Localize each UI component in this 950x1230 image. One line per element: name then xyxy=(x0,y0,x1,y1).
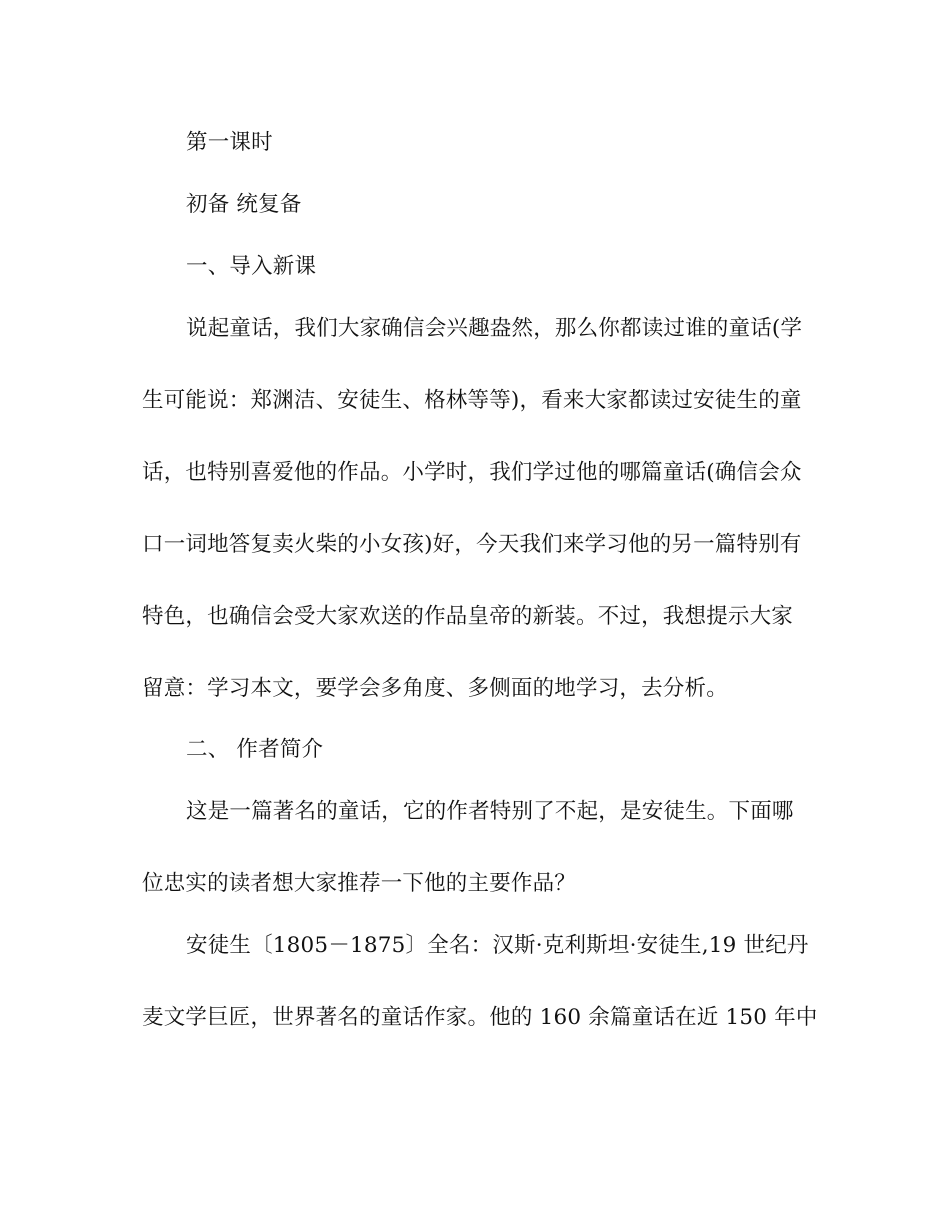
lesson-period-heading: 第一课时 xyxy=(186,130,273,155)
paragraph-line: 位忠实的读者想大家推荐一下他的主要作品？ xyxy=(142,871,577,896)
paragraph-line: 话，也特别喜爱他的作品。小学时，我们学过他的哪篇童话(确信会众 xyxy=(142,460,802,485)
paragraph-line: 说起童话，我们大家确信会兴趣盎然，那么你都读过谁的童话(学 xyxy=(186,316,803,341)
paragraph-line: 麦文学巨匠，世界著名的童话作家。他的 160 余篇童话在近 150 年中 xyxy=(142,1005,818,1030)
paragraph-line: 口一词地答复卖火柴的小女孩)好，今天我们来学习他的另一篇特别有 xyxy=(142,532,802,557)
paragraph-line: 特色，也确信会受大家欢送的作品皇帝的新装。不过，我想提示大家 xyxy=(142,604,794,629)
paragraph-line: 留意：学习本文，要学会多角度、多侧面的地学习，去分析。 xyxy=(142,676,728,701)
paragraph-line: 安徒生〔1805－1875〕全名：汉斯·克利斯坦·安徒生,19 世纪丹 xyxy=(186,933,809,958)
lesson-prep-line: 初备 统复备 xyxy=(186,192,302,217)
paragraph-line: 这是一篇著名的童话，它的作者特别了不起，是安徒生。下面哪 xyxy=(186,799,794,824)
paragraph-line: 生可能说：郑渊洁、安徒生、格林等等)，看来大家都读过安徒生的童 xyxy=(142,388,802,413)
section-heading-author: 二、 作者简介 xyxy=(186,737,324,762)
section-heading-intro: 一、导入新课 xyxy=(186,254,317,279)
